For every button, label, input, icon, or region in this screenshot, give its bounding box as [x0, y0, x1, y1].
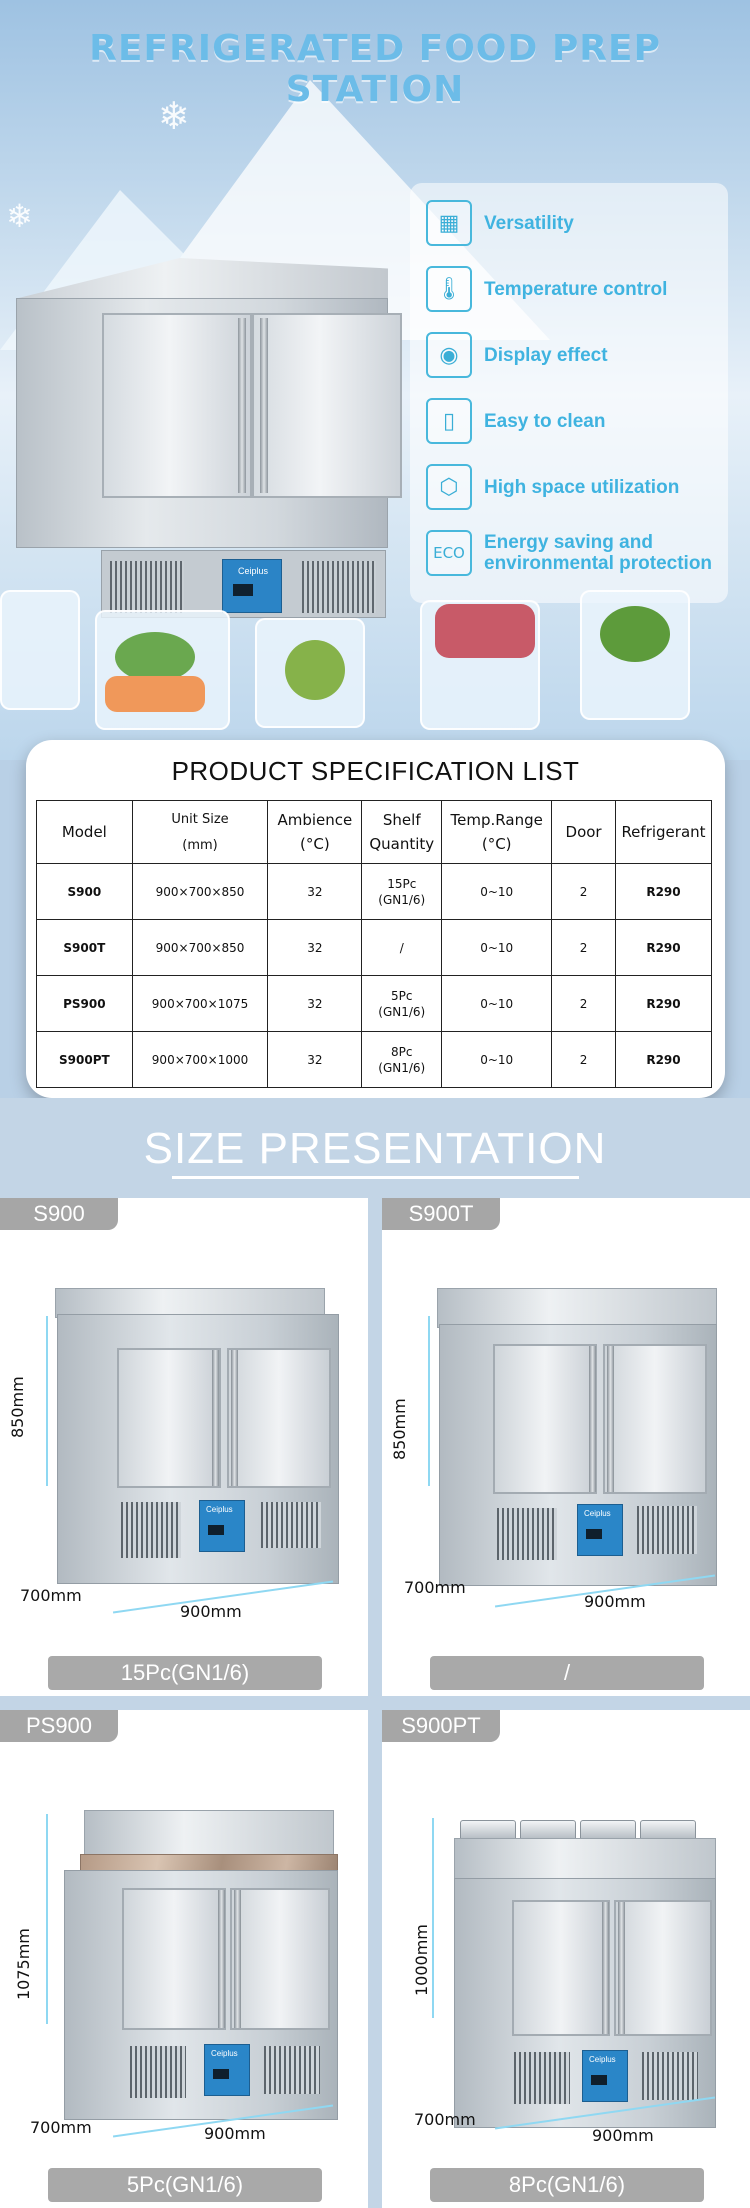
cell-size: 900×700×1000 — [132, 1032, 268, 1088]
feature-item — [426, 197, 726, 249]
dimension-guide — [428, 1316, 430, 1486]
page-title: REFRIGERATED FOOD PREP STATION — [89, 28, 661, 110]
vent-grille — [514, 2052, 570, 2104]
table-row — [37, 976, 712, 1032]
vent-grille — [130, 2046, 186, 2098]
title-underline — [172, 1176, 579, 1179]
vent-grille — [110, 561, 184, 613]
pan-capacity-label: 5Pc(GN1/6) — [48, 2168, 322, 2202]
lettuce-image — [115, 632, 195, 682]
pan-capacity-label: 8Pc(GN1/6) — [430, 2168, 704, 2202]
header-ambience: Ambience (°C) — [268, 801, 362, 864]
cell-ambience: 32 — [268, 976, 362, 1032]
door-handle — [212, 1350, 219, 1486]
door-handle — [589, 1346, 596, 1492]
versatility-grid-icon: ▦ — [426, 200, 472, 246]
door-handle — [607, 1346, 614, 1492]
door-handle — [231, 1350, 238, 1486]
height-dimension: 850mm — [390, 1398, 409, 1460]
door-handle — [260, 318, 268, 493]
cell-refrigerant: R290 — [615, 864, 711, 920]
vent-grille — [642, 2052, 698, 2100]
header-model: Model — [37, 801, 133, 864]
feature-item — [426, 461, 726, 513]
control-panel — [577, 1504, 623, 1556]
cell-refrigerant: R290 — [615, 976, 711, 1032]
control-panel — [582, 2050, 628, 2102]
depth-dimension: 700mm — [30, 2118, 92, 2137]
cell-size: 900×700×850 — [132, 864, 268, 920]
vent-grille — [261, 1502, 321, 1548]
cell-size: 900×700×850 — [132, 920, 268, 976]
vent-grille — [264, 2046, 320, 2094]
control-panel — [199, 1500, 245, 1552]
door-right — [230, 1888, 330, 2030]
spec-title: PRODUCT SPECIFICATION LIST — [171, 756, 580, 786]
depth-dimension: 700mm — [414, 2110, 476, 2129]
display-screen — [213, 2069, 229, 2079]
control-panel — [204, 2044, 250, 2096]
size-panel-s900 — [0, 1198, 368, 1696]
display-screen — [208, 1525, 224, 1535]
feature-item — [426, 395, 726, 447]
table-header-row — [37, 801, 712, 864]
header-door: Door — [552, 801, 616, 864]
vent-grille — [302, 561, 376, 613]
width-dimension: 900mm — [204, 2124, 266, 2143]
door-right — [614, 1900, 712, 2036]
feature-list — [410, 183, 728, 603]
door-handle — [218, 1890, 225, 2028]
cell-model: S900T — [37, 920, 133, 976]
brand-logo: Ceiplus — [584, 1509, 611, 1518]
cell-temp: 0~10 — [442, 1032, 552, 1088]
cell-shelf: / — [362, 920, 442, 976]
broccoli-image — [600, 606, 670, 662]
depth-dimension: 700mm — [404, 1578, 466, 1597]
display-screen — [591, 2075, 607, 2085]
s900-product-image — [55, 1288, 345, 1598]
cell-shelf: 8Pc (GN1/6) — [362, 1032, 442, 1088]
cell-door: 2 — [552, 864, 616, 920]
meat-image — [435, 604, 535, 658]
cell-model: S900PT — [37, 1032, 133, 1088]
control-panel — [222, 559, 282, 613]
spec-card — [26, 740, 725, 1098]
brand-logo: Ceiplus — [206, 1505, 233, 1514]
width-dimension: 900mm — [180, 1602, 242, 1621]
model-tag: S900 — [0, 1198, 118, 1230]
size-panel-ps900 — [0, 1710, 368, 2208]
feature-label: High space utilization — [484, 476, 680, 498]
size-title: SIZE PRESENTATION — [143, 1124, 607, 1173]
size-panel-s900pt — [382, 1710, 750, 2208]
cell-ambience: 32 — [268, 920, 362, 976]
pan-capacity-label: 15Pc(GN1/6) — [48, 1656, 322, 1690]
brand-logo: Ceiplus — [211, 2049, 238, 2058]
ps900-product-image — [60, 1810, 350, 2140]
feature-item — [426, 329, 726, 381]
feature-item — [426, 527, 726, 579]
vent-grille — [121, 1502, 181, 1558]
cell-temp: 0~10 — [442, 920, 552, 976]
table-row — [37, 1032, 712, 1088]
header-temp-range: Temp.Range (°C) — [442, 801, 552, 864]
spec-table — [36, 800, 712, 1088]
pan-rail-lid — [454, 1838, 716, 1882]
door-handle — [602, 1902, 609, 2034]
table-row — [37, 864, 712, 920]
vent-grille — [497, 1508, 557, 1560]
brand-logo: Ceiplus — [237, 566, 268, 576]
snowflake-icon: ❄ — [6, 198, 33, 234]
width-dimension: 900mm — [592, 2126, 654, 2145]
door-handle — [238, 318, 246, 493]
header-unit-size: Unit Size (mm) — [132, 801, 268, 864]
cleaning-bottle-icon: ▯ — [426, 398, 472, 444]
kiwi-image — [285, 640, 345, 700]
vent-grille — [637, 1506, 697, 1554]
hero-product-image — [16, 258, 396, 618]
header-refrigerant: Refrigerant — [615, 801, 711, 864]
cell-refrigerant: R290 — [615, 1032, 711, 1088]
hero-banner — [0, 0, 750, 760]
door-right — [603, 1344, 707, 1494]
width-dimension: 900mm — [584, 1592, 646, 1611]
rear-shelf — [84, 1810, 334, 1858]
model-tag: S900T — [382, 1198, 500, 1230]
s900t-product-image — [437, 1288, 727, 1598]
flat-worktop — [437, 1288, 717, 1328]
header-shelf-quantity: Shelf Quantity — [362, 801, 442, 864]
cell-refrigerant: R290 — [615, 920, 711, 976]
cell-shelf: 15Pc (GN1/6) — [362, 864, 442, 920]
snowflake-icon: ❄ — [158, 96, 190, 138]
display-screen — [586, 1529, 602, 1539]
door-handle — [234, 1890, 241, 2028]
brand-logo: Ceiplus — [589, 2055, 616, 2064]
door-right — [227, 1348, 331, 1488]
cell-ambience: 32 — [268, 864, 362, 920]
table-row — [37, 920, 712, 976]
dimension-guide — [46, 1814, 48, 2024]
thermometer-icon: 🌡 — [426, 266, 472, 312]
door-left — [512, 1900, 610, 2036]
ice-cube — [0, 590, 80, 710]
fridge-door-right — [252, 313, 402, 498]
height-dimension: 850mm — [8, 1376, 27, 1438]
cell-model: S900 — [37, 864, 133, 920]
model-tag: PS900 — [0, 1710, 118, 1742]
fridge-door-left — [102, 313, 252, 498]
feature-label: Easy to clean — [484, 410, 606, 432]
door-left — [493, 1344, 597, 1494]
door-left — [117, 1348, 221, 1488]
feature-item — [426, 263, 726, 315]
eye-icon: ◉ — [426, 332, 472, 378]
dimension-guide — [432, 1818, 434, 2018]
cell-shelf: 5Pc (GN1/6) — [362, 976, 442, 1032]
door-left — [122, 1888, 226, 2030]
size-panel-s900t — [382, 1198, 750, 1696]
eco-icon: ECO — [426, 530, 472, 576]
feature-label: Energy saving and environmental protection — [484, 532, 713, 574]
cell-door: 2 — [552, 976, 616, 1032]
feature-label: Display effect — [484, 344, 608, 366]
cell-ambience: 32 — [268, 1032, 362, 1088]
pan-capacity-label: / — [430, 1656, 704, 1690]
depth-dimension: 700mm — [20, 1586, 82, 1605]
dimension-guide — [46, 1316, 48, 1486]
cube-icon: ⬡ — [426, 464, 472, 510]
salmon-image — [105, 676, 205, 712]
model-tag: S900PT — [382, 1710, 500, 1742]
cell-door: 2 — [552, 1032, 616, 1088]
cell-size: 900×700×1075 — [132, 976, 268, 1032]
cell-temp: 0~10 — [442, 864, 552, 920]
height-dimension: 1000mm — [412, 1924, 431, 1996]
height-dimension: 1075mm — [14, 1928, 33, 2000]
display-screen — [233, 584, 253, 596]
cell-door: 2 — [552, 920, 616, 976]
door-handle — [618, 1902, 625, 2034]
cell-model: PS900 — [37, 976, 133, 1032]
feature-label: Versatility — [484, 212, 574, 234]
feature-label: Temperature control — [484, 278, 668, 300]
cell-temp: 0~10 — [442, 976, 552, 1032]
fridge-compressor-base — [101, 550, 386, 618]
